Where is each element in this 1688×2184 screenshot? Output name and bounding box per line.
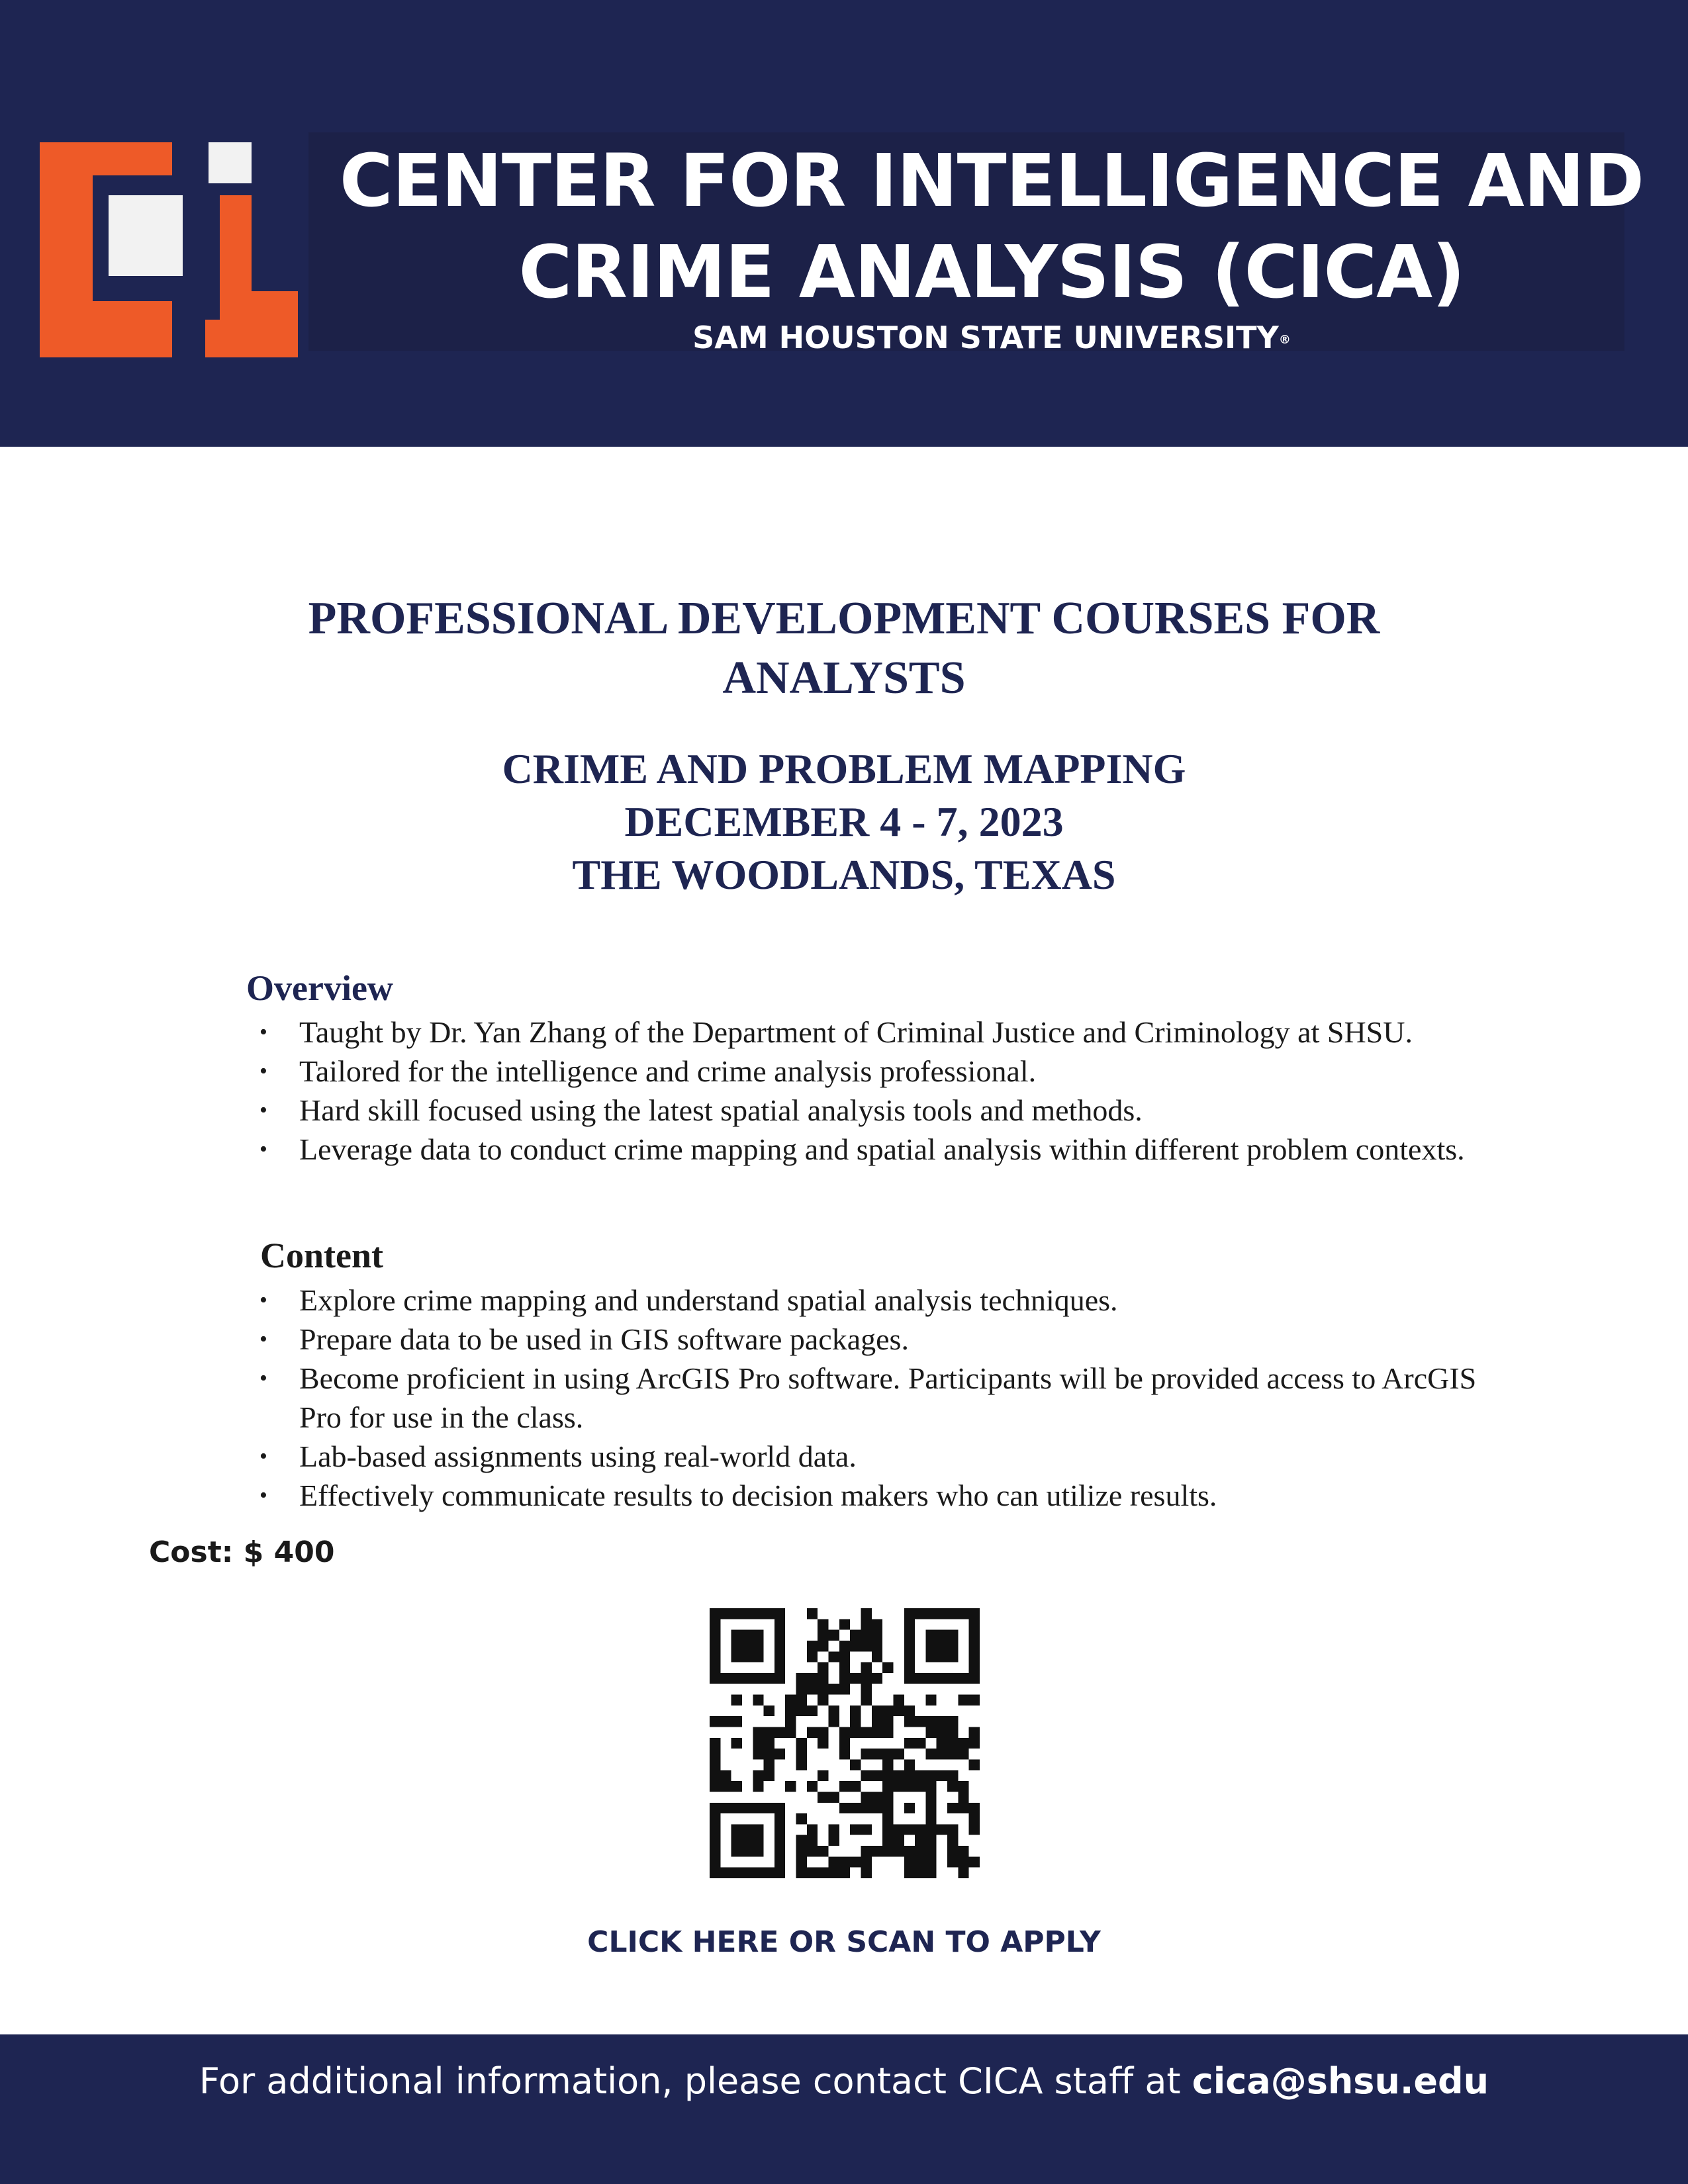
main-heading: [0, 589, 1688, 708]
footer-text: For additional information, please contact CICA staff at: [199, 2060, 1192, 2102]
course-name: CRIME AND PROBLEM MAPPING: [502, 745, 1186, 792]
overview-list: [259, 1013, 1583, 1169]
footer-banner: [0, 2034, 1688, 2184]
apply-link[interactable]: CLICK HERE OR SCAN TO APPLY: [587, 1925, 1101, 1959]
title-line-1: CENTER FOR INTELLIGENCE AND: [339, 138, 1644, 223]
list-item: • Become proficient in using ArcGIS Pro software. Participants will be provided access to ArcGIS Pro for use in the class.: [259, 1359, 1517, 1437]
university-text: SAM HOUSTON STATE UNIVERSITY: [692, 320, 1279, 355]
content-label: Content: [260, 1236, 383, 1275]
list-item: • Prepare data to be used in GIS software packages.: [259, 1320, 1517, 1359]
list-item: • Explore crime mapping and understand spatial analysis techniques.: [259, 1281, 1517, 1320]
title-line-2: CRIME ANALYSIS (CICA): [518, 230, 1465, 314]
list-item: • Tailored for the intelligence and crime analysis professional.: [259, 1052, 1583, 1091]
course-heading: [0, 743, 1688, 901]
main-heading-line-1: PROFESSIONAL DEVELOPMENT COURSES FOR: [308, 593, 1380, 644]
organization-title: [308, 135, 1675, 318]
registered-mark: ®: [1278, 333, 1291, 347]
course-dates: DECEMBER 4 - 7, 2023: [624, 798, 1064, 845]
cica-logo: [40, 142, 298, 357]
list-item: • Taught by Dr. Yan Zhang of the Department of Criminal Justice and Criminology at SHSU.: [259, 1013, 1583, 1052]
contact-email-link[interactable]: cica@shsu.edu: [1192, 2060, 1489, 2102]
list-item: • Hard skill focused using the latest spatial analysis tools and methods.: [259, 1091, 1583, 1130]
list-item: • Effectively communicate results to decision makers who can utilize results.: [259, 1476, 1517, 1515]
footer-contact: [0, 2058, 1688, 2105]
course-location: THE WOODLANDS, TEXAS: [572, 851, 1116, 898]
qr-code[interactable]: [710, 1608, 980, 1878]
list-item: • Lab-based assignments using real-world data.: [259, 1437, 1517, 1476]
list-item: • Leverage data to conduct crime mapping and spatial analysis within different problem contexts.: [259, 1130, 1583, 1169]
content-list: [259, 1281, 1517, 1515]
university-name: [308, 318, 1675, 357]
cost-label: Cost: $ 400: [149, 1535, 335, 1569]
overview-label: Overview: [246, 968, 393, 1008]
main-heading-line-2: ANALYSTS: [722, 653, 966, 704]
